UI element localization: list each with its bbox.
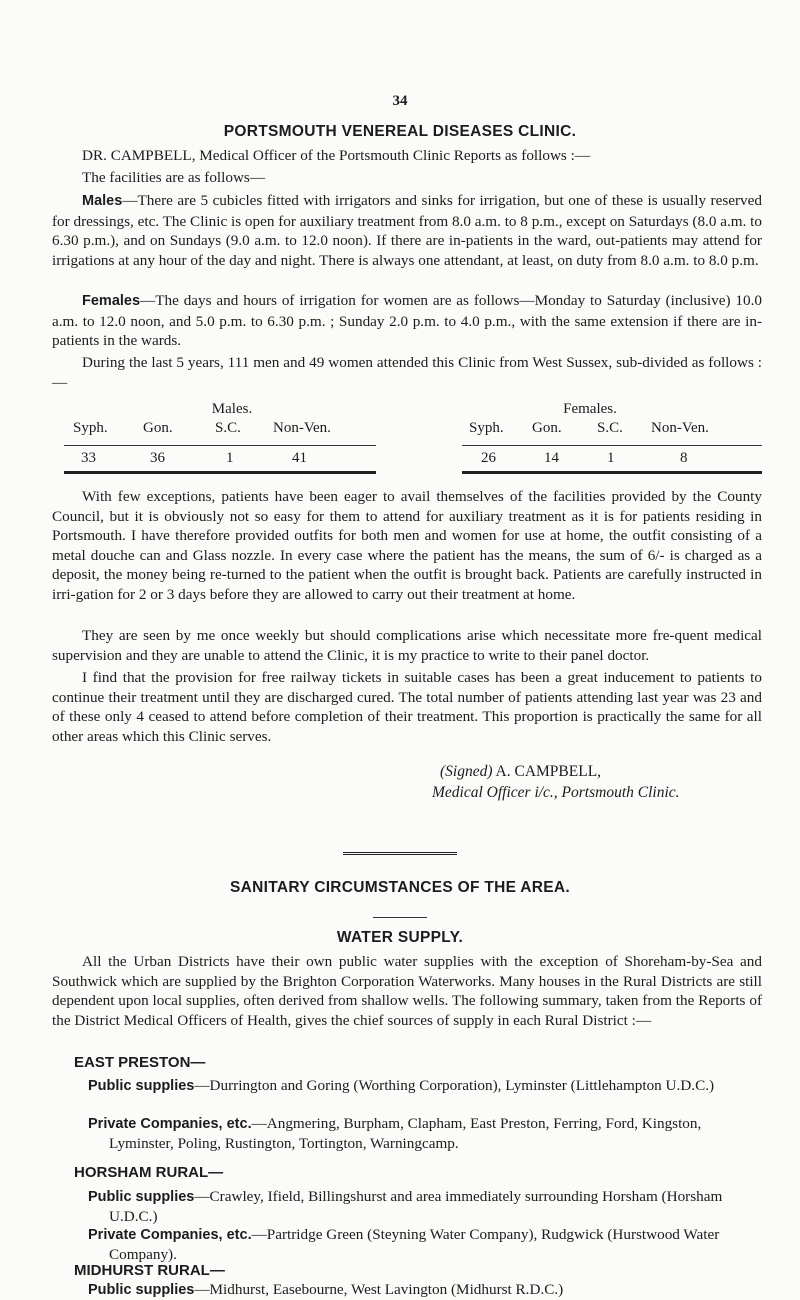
public-supplies-text: —Midhurst, Easebourne, West Lavington (Midhurst R.D.C.) [194,1281,564,1298]
public-supplies-label: Public supplies [88,1078,195,1094]
females-paragraph [52,291,762,351]
district-east-preston: EAST PRESTON— [74,1054,206,1071]
private-companies-label: Private Companies, etc. [88,1227,252,1243]
signed-name: A. CAMPBELL, [492,763,602,780]
females-val-nonven: 8 [680,450,688,466]
east-preston-public [88,1076,748,1096]
attendance-paragraph: During the last 5 years, 111 men and 49 women attended this Clinic from West Sussex, sub-divided as follows :— [52,354,762,391]
males-col-sc: S.C. [215,420,241,436]
males-label: Males [82,193,123,209]
public-supplies-text: —Crawley, Ifield, Billingshurst and area immediately surrounding Horsham (Horsham U.D.C.) [109,1188,723,1225]
section-divider [343,852,457,855]
females-text: —The days and hours of irrigation for women are as follows—Monday to Saturday (inclusive) 10.0 a.m. to 12.0 noon, and 5.0 p.m. to 6.30 p.m. ; Sunday 2.0 p.m. to 4.0 p.m., with the same extension if there are in-patients in the wards. [52,292,762,349]
males-table-rule [64,445,376,446]
males-val-nonven: 41 [292,450,307,466]
signature-line [440,763,601,781]
males-table-bottom-rule [64,471,376,474]
females-heading: Females. [563,401,617,417]
males-val-syph: 33 [81,450,96,466]
males-heading: Males. [211,401,253,417]
supervision-paragraph: They are seen by me once weekly but should complications arise which necessitate more fre-quent medical supervision and they are unable to attend the Clinic, it is my practice to write to their panel doctor. [52,627,762,664]
private-companies-text: —Angmering, Burpham, Clapham, East Preston, Ferring, Ford, Kingston, Lyminster, Poling, Rustington, Tortington, Warningcamp. [109,1115,702,1152]
horsham-public [88,1187,748,1226]
railway-paragraph: I find that the provision for free railway tickets in suitable cases has been a great inducement to patients to continue their treatment until they are discharged cured. The total number of patients attending last year was 23 and of these only 4 ceased to attend before completion of their treatment. This proportion is practically the same for all other areas which this Clinic serves. [52,669,762,745]
district-midhurst-rural: MIDHURST RURAL— [74,1262,225,1279]
district-horsham-rural: HORSHAM RURAL— [74,1164,224,1181]
females-val-syph: 26 [481,450,496,466]
sanitary-rule [373,917,427,918]
males-val-sc: 1 [226,450,234,466]
outfits-paragraph: With few exceptions, patients have been eager to avail themselves of the facilities provided by the County Council, but it is obviously not so easy for them to attend for auxiliary treatment as it is for patients residing in Portsmouth. I have therefore provided outfits for both men and women for use at home, the outfit consisting of a metal douche can and Glass nozzle. In every case where the patient has the means, the sum of 6/- is charged as a deposit, the money being re-turned to the patient when the outfit is brought back. Patients are carefully instructed in irri-gation for 2 or 3 days before they are allowed to carry out their treatment at home. [52,488,762,603]
females-col-nonven: Non-Ven. [651,420,709,436]
signature-title: Medical Officer i/c., Portsmouth Clinic. [432,784,680,801]
page-number: 34 [392,93,408,109]
private-companies-text: —Partridge Green (Steyning Water Company), Rudgwick (Hurstwood Water Company). [109,1226,720,1263]
females-val-gon: 14 [544,450,559,466]
females-table-bottom-rule [462,471,762,474]
males-col-nonven: Non-Ven. [273,420,331,436]
males-col-syph: Syph. [73,420,108,436]
horsham-private [88,1225,748,1264]
sanitary-title: SANITARY CIRCUMSTANCES OF THE AREA. [229,879,571,896]
public-supplies-label: Public supplies [88,1282,195,1298]
clinic-intro: DR. CAMPBELL, Medical Officer of the Portsmouth Clinic Reports as follows :— [82,147,591,164]
clinic-title: PORTSMOUTH VENEREAL DISEASES CLINIC. [223,123,577,140]
private-companies-label: Private Companies, etc. [88,1116,252,1132]
midhurst-public [88,1280,748,1300]
females-col-sc: S.C. [597,420,623,436]
females-table-rule [462,445,762,446]
east-preston-private [88,1114,748,1153]
water-supply-title: WATER SUPPLY. [336,929,464,946]
males-col-gon: Gon. [143,420,173,436]
females-label: Females [82,293,141,309]
males-text: —There are 5 cubicles fitted with irrigators and sinks for irrigation, but one of these is usually reserved for dressings, etc. The Clinic is open for auxiliary treatment from 8.0 a.m. to 8 p.m., except on Saturdays (8.0 a.m. to 6.30 p.m.), and on Sundays (9.0 a.m. to 12.0 noon). If there are in-patients in the ward, out-patients may attend for irrigations at any hour of the day and night. There is always one attendant, at least, on duty from 8.0 a.m. to 8.0 p.m. [52,192,762,269]
males-paragraph [52,191,762,270]
public-supplies-label: Public supplies [88,1189,195,1205]
public-supplies-text: —Durrington and Goring (Worthing Corporation), Lyminster (Littlehampton U.D.C.) [194,1077,715,1094]
signed-word: (Signed) [440,763,493,780]
males-val-gon: 36 [150,450,165,466]
water-supply-paragraph: All the Urban Districts have their own public water supplies with the exception of Shoreham-by-Sea and Southwick which are supplied by the Brighton Corporation Waterworks. Many houses in the Rural Districts are still dependent upon local supplies, often derived from shallow wells. The following summary, taken from the Reports of the District Medical Officers of Health, gives the chief sources of supply in each Rural District :— [52,953,762,1029]
females-val-sc: 1 [607,450,615,466]
females-col-syph: Syph. [469,420,504,436]
females-col-gon: Gon. [532,420,562,436]
facilities-intro: The facilities are as follows— [82,169,266,186]
